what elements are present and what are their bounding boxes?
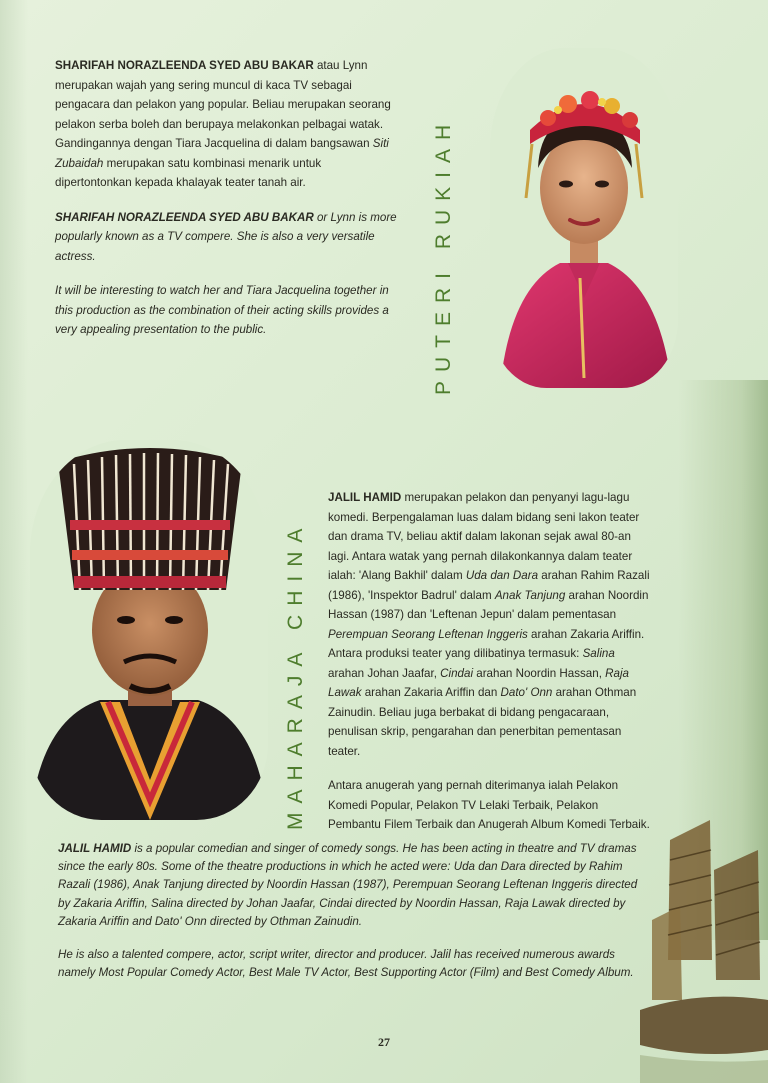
portrait-woman-icon bbox=[490, 48, 678, 388]
actor-name-bold: SHARIFAH NORAZLEENDA SYED ABU BAKAR bbox=[55, 210, 314, 224]
role1-title: PUTERI RUKIAH bbox=[432, 115, 455, 395]
role2-title: MAHARAJA CHINA bbox=[284, 519, 307, 830]
portrait-man-icon bbox=[30, 440, 268, 820]
role1-text bbox=[55, 56, 400, 355]
role2-malay-paragraph-2: Antara anugerah yang pernah diterimanya ialah Pelakon Komedi Popular, Pelakon TV Lelaki Terbaik, Pelakon Pembantu Filem Terbaik dan Anugerah Album Komedi Terbaik. bbox=[328, 779, 650, 831]
role2-english-paragraph: JALIL HAMID is a popular comedian and singer of comedy songs. He has been acting in theatre and TV dramas since the early 80s. Some of the theatre productions in which he acted were: Uda dan Dara directed by Rahim Razali (1986), Anak Tanjung directed by Noordin Hassan (1987), Perempuan Seorang Leftenan Inggeris directed by Zakaria Ariffin, Salina directed by Johan Jaafar, Cindai directed by Noordin Hassan, Raja Lawak directed by Zakaria Ariffin and Dato' Onn directed by Othman Zainudin. bbox=[58, 842, 638, 928]
actor-name-bold: SHARIFAH NORAZLEENDA SYED ABU BAKAR bbox=[55, 59, 314, 72]
actor-name-bold: JALIL HAMID bbox=[58, 842, 132, 855]
role2-english-paragraph-2: He is also a talented compere, actor, script writer, director and producer. Jalil has received numerous awards namely Most Popular Comedy Actor, Best Male TV Actor, Best Supporting Actor (Film) and Best Comedy Album. bbox=[58, 948, 634, 980]
role1-english-paragraph-2: It will be interesting to watch her and Tiara Jacquelina together in this production as the combination of their acting skills provides a very appealing presentation to the public. bbox=[55, 284, 389, 336]
role2-english-text bbox=[58, 840, 643, 997]
scan-edge-shadow bbox=[0, 0, 28, 1083]
role1-english-paragraph: SHARIFAH NORAZLEENDA SYED ABU BAKAR or Lynn is more popularly known as a TV compere. She is also a very versatile actress. bbox=[55, 210, 397, 263]
page-number: 27 bbox=[378, 1035, 390, 1049]
role1-malay-paragraph: SHARIFAH NORAZLEENDA SYED ABU BAKAR atau Lynn merupakan wajah yang sering muncul di kaca TV sebagai pengacara dan pelakon yang popular. Beliau merupakan seorang pelakon serba boleh dan berupaya melakonkan pelbagai watak. Gandingannya dengan Tiara Jacquelina di dalam bangsawan Siti Zubaidah merupakan satu kombinasi menarik untuk dipertontonkan kepada khalayak teater tanah air. bbox=[55, 59, 391, 189]
role2-malay-paragraph: JALIL HAMID merupakan pelakon dan penyanyi lagu-lagu komedi. Berpengalaman luas dalam bidang seni lakon teater dan drama TV, beliau aktif dalam lakonan sejak awal 80-an lagi. Antara watak yang pernah dilakonkannya dalam teater ialah: 'Alang Bakhil' dalam Uda dan Dara arahan Rahim Razali (1986), 'Inspektor Badrul' dalam Anak Tanjung arahan Noordin Hassan (1987) dan 'Leftenan Jepun' dalam pementasan Perempuan Seorang Leftenan Inggeris arahan Zakaria Ariffin. Antara produksi teater yang dilibatinya termasuk: Salina arahan Johan Jaafar, Cindai arahan Noordin Hassan, Raja Lawak arahan Zakaria Ariffin dan Dato' Onn arahan Othman Zainudin. Beliau juga berbakat di bidang pengacaraan, penulisan skrip, pengarahan dan penerbitan pementasan teater. bbox=[328, 491, 650, 758]
maharaja-china-portrait bbox=[30, 440, 268, 820]
puteri-rukiah-portrait bbox=[490, 48, 678, 388]
actor-name-bold: JALIL HAMID bbox=[328, 491, 402, 504]
role2-malay-text bbox=[328, 488, 653, 850]
